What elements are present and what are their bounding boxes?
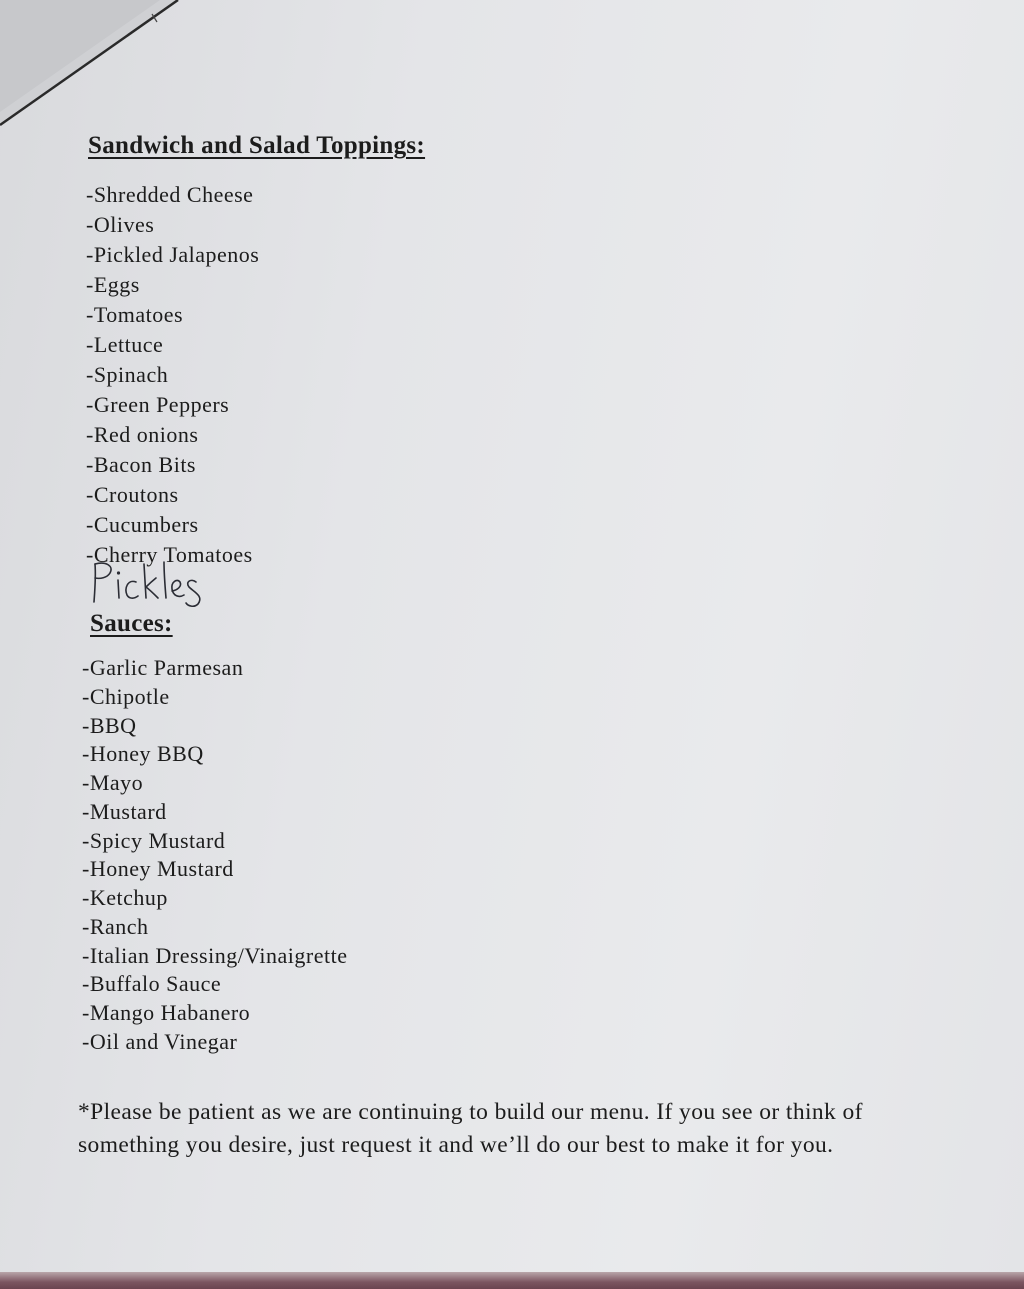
- list-item: -Italian Dressing/Vinaigrette: [82, 942, 348, 968]
- table-surface: [0, 1272, 1024, 1289]
- list-item: -Honey BBQ: [82, 741, 204, 767]
- list-item: -Lettuce: [86, 332, 164, 357]
- list-item: -Spinach: [86, 362, 169, 387]
- list-item: -Shredded Cheese: [86, 182, 254, 207]
- list-item: -Ranch: [82, 913, 149, 939]
- sauces-heading: Sauces:: [90, 610, 173, 637]
- list-item: -Red onions: [86, 422, 199, 447]
- list-item: -Eggs: [86, 272, 140, 297]
- list-item: -Honey Mustard: [82, 856, 234, 882]
- list-item: -Bacon Bits: [86, 452, 196, 477]
- list-item: -Buffalo Sauce: [82, 971, 222, 997]
- list-item: -Green Peppers: [86, 392, 230, 417]
- handwritten-addition: [88, 558, 212, 614]
- list-item: -Chipotle: [82, 683, 170, 709]
- list-item: -Cherry Tomatoes: [86, 542, 253, 567]
- list-item: -Olives: [86, 212, 155, 237]
- list-item: -Mustard: [82, 798, 167, 824]
- menu-note: *Please be patient as we are continuing to build our menu. If you see or think of something you desire, just request it and we’ll do our best to make it for you.: [78, 1099, 863, 1158]
- list-item: -Spicy Mustard: [82, 827, 226, 853]
- list-item: -Croutons: [86, 482, 179, 507]
- toppings-heading: Sandwich and Salad Toppings:: [88, 132, 426, 159]
- list-item: -Mayo: [82, 770, 144, 795]
- list-item: -Cucumbers: [86, 512, 199, 537]
- list-item: -Garlic Parmesan: [82, 655, 244, 680]
- list-item: -Ketchup: [82, 885, 168, 910]
- toppings-list: [86, 180, 259, 570]
- list-item: -Oil and Vinegar: [82, 1028, 238, 1054]
- list-item: -BBQ: [82, 712, 137, 738]
- list-item: -Tomatoes: [86, 302, 184, 327]
- list-item: -Mango Habanero: [82, 1000, 251, 1025]
- list-item: -Pickled Jalapenos: [86, 242, 260, 267]
- sauces-list: [82, 654, 347, 1057]
